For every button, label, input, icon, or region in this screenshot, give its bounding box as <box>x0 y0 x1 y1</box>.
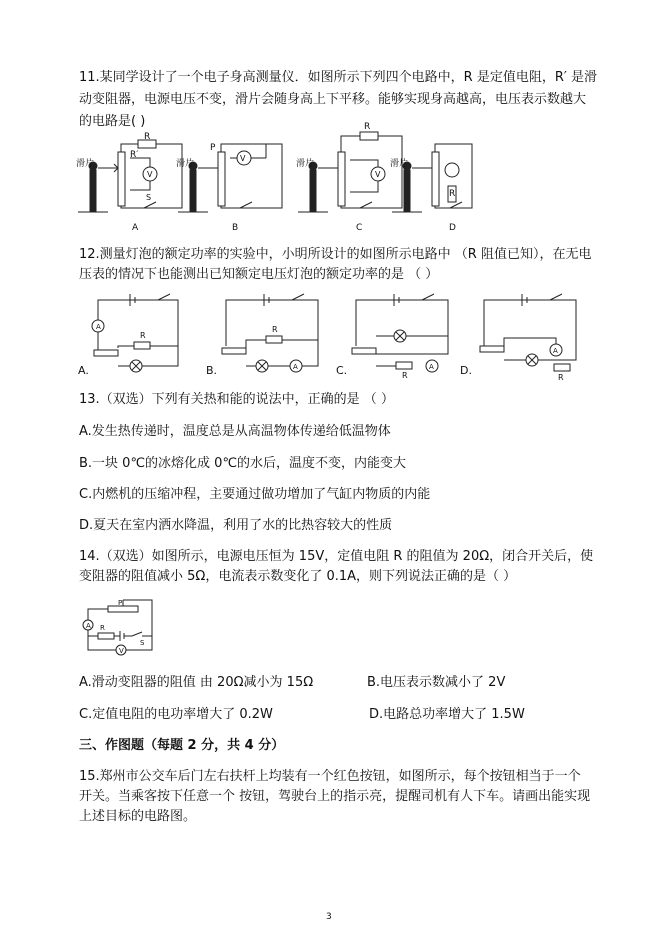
q11-stem-line2: 动变阻器，电源电压不变，滑片会随身高上下平移。能够实现身高越高，电压表示数越大 <box>79 92 587 107</box>
q13-stem: 13.（双选）下列有关热和能的说法中，正确的是 （ ） <box>79 392 394 407</box>
q14-v-label: V <box>119 647 124 655</box>
q11-c-slider-label: 滑片 <box>296 159 315 169</box>
q14-r-label: R <box>100 624 105 632</box>
q11-b-slider-label: 滑片 <box>176 159 195 169</box>
q11-a-r-label: R <box>144 132 151 142</box>
q12-option-label-a: A. <box>78 364 89 377</box>
q12-option-label-b: B. <box>206 364 218 377</box>
q11-option-label-c: C <box>356 223 363 233</box>
q15-stem-line3: 上述目标的电路图。 <box>79 809 197 824</box>
q12-circuit-d <box>480 294 576 371</box>
q12-figure <box>78 290 588 380</box>
q14-option-b: B.电压表示数减小了 2V <box>367 675 506 690</box>
q11-a-slider-label: 滑片 <box>76 159 95 169</box>
q11-stem-line1: 11.某同学设计了一个电子身高测量仪．如图所示下列四个电路中，R 是定值电阻，R′ 是滑 <box>79 70 597 85</box>
q14-stem-line2: 变阻器的阻值减小 5Ω，电流表示数变化了 0.1A，则下列说法正确的是（ ） <box>79 569 517 584</box>
page-number: 3 <box>326 912 332 922</box>
q11-d-r-label: R <box>449 189 456 199</box>
q12-a-r-label: R <box>140 331 146 340</box>
q14-p-label: P <box>118 599 123 607</box>
q12-circuit-b <box>222 294 318 372</box>
q11-option-label-a: A <box>132 223 139 233</box>
q14-option-d: D.电路总功率增大了 1.5W <box>369 707 525 722</box>
section-3-title: 三、作图题（每题 2 分，共 4 分） <box>79 738 285 753</box>
q13-option-a: A.发生热传递时，温度总是从高温物体传递给低温物体 <box>79 424 391 439</box>
q12-b-r-label: R <box>272 325 278 334</box>
q12-a-ammeter-label: A <box>96 323 101 331</box>
q13-option-d: D.夏天在室内洒水降温，利用了水的比热容较大的性质 <box>79 518 393 533</box>
q12-stem-line2: 压表的情况下也能测出已知额定电压灯泡的额定功率的是 （ ） <box>79 267 439 282</box>
q11-circuit-d <box>392 144 472 212</box>
q15-stem-line1: 15.郑州市公交车后门左右扶杆上均装有一个红色按钮，如图所示，每个按钮相当于一个 <box>79 769 581 784</box>
q12-c-ammeter-label: A <box>429 363 434 371</box>
q12-circuit-a <box>92 294 178 372</box>
q12-b-ammeter-label: A <box>293 363 298 371</box>
q11-stem-line3: 的电路是( ) <box>79 114 146 129</box>
q14-figure <box>78 596 168 658</box>
q15-stem-line2: 开关。当乘客按下任意一个 按钮，驾驶台上的指示亮，提醒司机有人下车。请画出能实现 <box>79 789 591 804</box>
q14-option-c: C.定值电阻的电功率增大了 0.2W <box>79 707 273 722</box>
q12-option-label-c: C. <box>336 364 348 377</box>
q12-d-ammeter-label: A <box>553 347 558 355</box>
q11-b-p-label: P <box>210 143 216 153</box>
q11-a-s-label: S <box>146 193 152 202</box>
q14-s-label: S <box>140 639 145 647</box>
q11-a-v-label: V <box>147 170 153 179</box>
q12-circuit-c <box>352 294 448 372</box>
q14-stem-line1: 14.（双选）如图所示，电源电压恒为 15V，定值电阻 R 的阻值为 20Ω，闭合开关后，使 <box>79 549 594 564</box>
q12-stem-line1: 12.测量灯泡的额定功率的实验中，小明所设计的如图所示电路中 （R 阻值已知），在无电 <box>79 247 592 262</box>
q12-d-r-label: R <box>558 373 564 382</box>
q11-option-label-d: D <box>449 223 456 233</box>
q11-option-label-b: B <box>232 223 239 233</box>
q12-option-label-d: D. <box>460 364 472 377</box>
q14-option-a: A.滑动变阻器的阻值 由 20Ω减小为 15Ω <box>79 675 314 690</box>
q13-option-c: C.内燃机的压缩冲程，主要通过做功增加了气缸内物质的内能 <box>79 487 431 502</box>
q11-circuit-b <box>178 144 282 212</box>
q14-ammeter-label: A <box>86 622 91 630</box>
q13-option-b: B.一块 0℃的冰熔化成 0℃的水后，温度不变，内能变大 <box>79 456 407 471</box>
q11-c-r-label: R <box>364 122 371 132</box>
q11-a-rp-label: R′ <box>130 150 139 160</box>
q12-c-r-label: R <box>402 371 408 380</box>
q11-b-v-label: V <box>240 154 246 163</box>
q11-figure-a <box>74 122 474 240</box>
q11-circuit-c <box>298 132 402 212</box>
q11-c-v-label: V <box>375 170 381 179</box>
q11-d-slider-label: 滑片 <box>390 159 409 169</box>
